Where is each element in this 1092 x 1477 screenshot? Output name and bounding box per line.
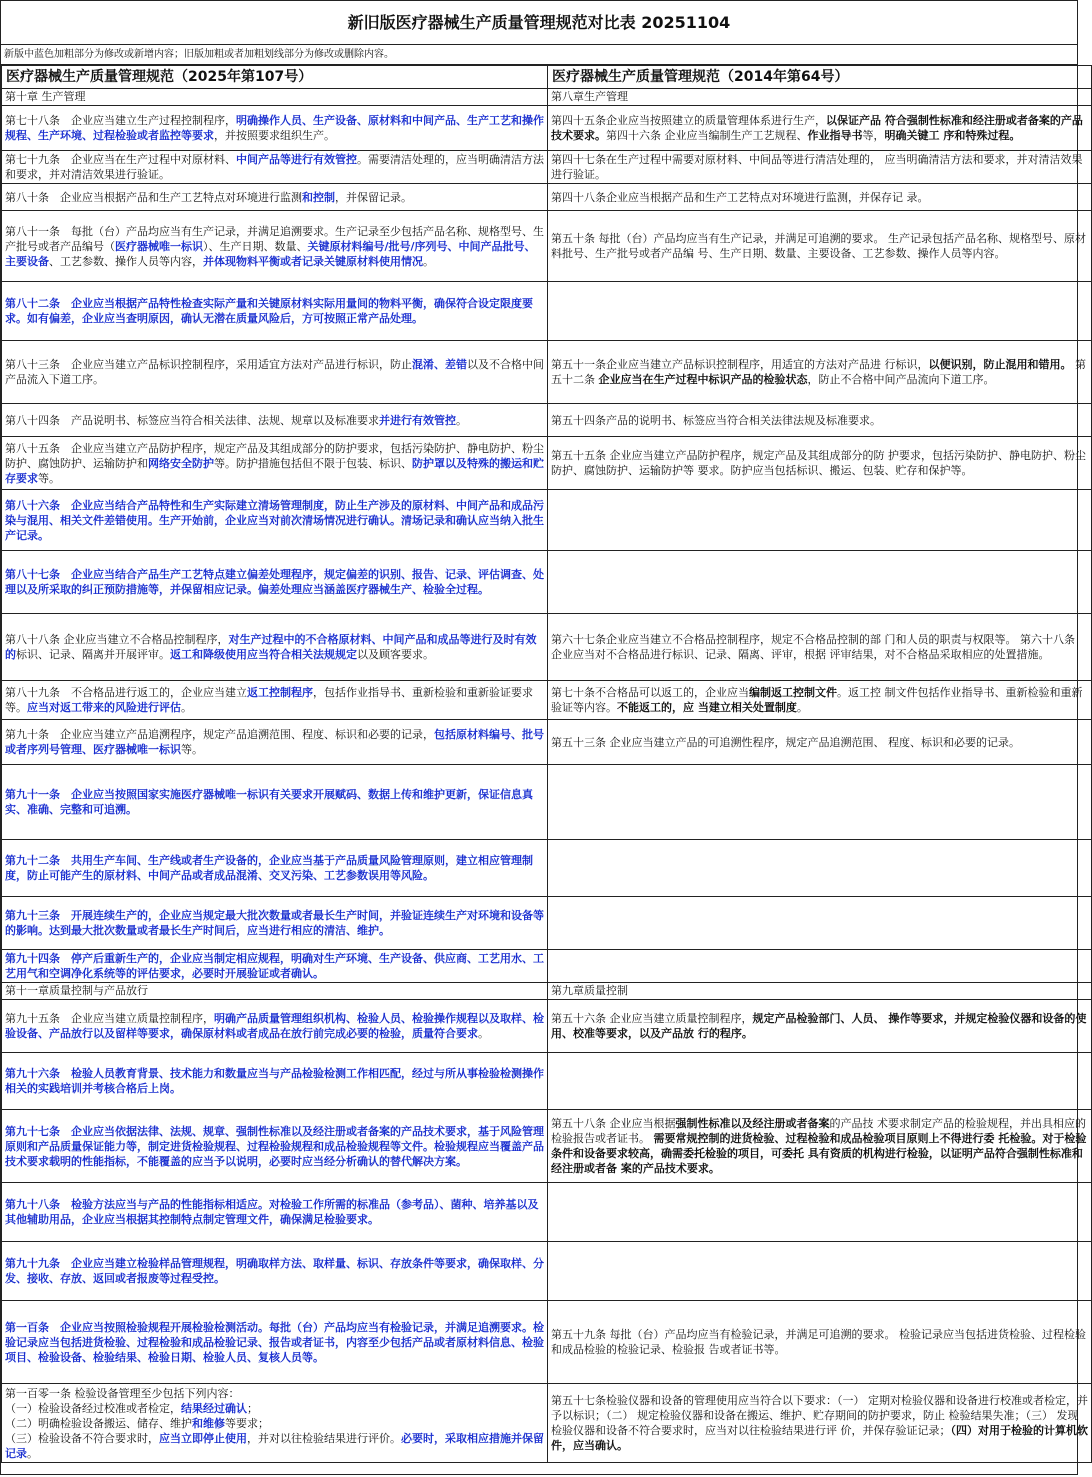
clause-text: 。 xyxy=(796,701,808,714)
new-clause-cell xyxy=(2,1301,548,1384)
revised-text: 返工控制程序 xyxy=(247,686,313,699)
old-clause-cell xyxy=(548,983,1092,1000)
changed-old-text: 作业指导书 xyxy=(807,129,863,142)
new-clause-cell xyxy=(2,720,548,765)
old-clause-cell xyxy=(548,437,1092,490)
revised-text: 第九十九条 企业应当建立检验样品管理规程，明确取样方法、取样量、标识、存放条件等要求，确保取样、分发、接收、存放、返回或者报废等过程受控。 xyxy=(5,1257,544,1285)
clause-text: 第四十八条企业应当根据产品和生产工艺特点对环境进行监测，并保存记 录。 xyxy=(551,190,929,204)
clause-text: 的产品技 术要求制定产品的检验规程，并出具相应的检验报告或者证书。 xyxy=(551,1117,1086,1145)
table-header-row xyxy=(2,66,1092,89)
clause-text: 。 xyxy=(478,1027,489,1040)
changed-old-text: 不能返工的，应 当建立相关处置制度 xyxy=(617,701,797,714)
revised-text: 对生产过程中的不合格原材料、中间产品和成品等进行及时有效的 xyxy=(5,633,537,661)
old-clause-cell xyxy=(548,720,1092,765)
new-clause-cell xyxy=(2,1384,548,1463)
new-clause-cell xyxy=(2,950,548,983)
old-clause-cell xyxy=(548,840,1092,897)
clause-row xyxy=(2,681,1092,720)
clause-row xyxy=(2,211,1092,282)
clause-text: 等要求； xyxy=(225,1416,269,1430)
new-clause-cell xyxy=(2,983,548,1000)
clause-text: 第九章质量控制 xyxy=(551,984,628,997)
clause-text: 。 xyxy=(181,701,192,714)
clause-row xyxy=(2,720,1092,765)
revised-text: 第九十三条 开展连续生产的，企业应当规定最大批次数量或者最长生产时间，并验证连续生产对环境和设备等的影响。达到最大批次数量或者最长生产时间后，应当进行相应的清洁、维护。 xyxy=(5,909,544,937)
new-clause-cell xyxy=(2,614,548,681)
clause-text: 。 xyxy=(456,413,467,427)
new-clause-cell xyxy=(2,282,548,341)
old-clause-cell xyxy=(548,211,1092,282)
clause-row xyxy=(2,1242,1092,1301)
clause-text: ，防止不合格中间产品流向下道工序。 xyxy=(807,373,995,386)
new-clause-cell xyxy=(2,897,548,950)
revised-text: 应当立即停止使用 xyxy=(159,1431,247,1445)
changed-old-text: （四）对用于检验的计算机软件，应当确认。 xyxy=(551,1424,1088,1452)
chapter-row xyxy=(2,983,1092,1000)
new-clause-cell xyxy=(2,1053,548,1110)
old-clause-cell xyxy=(548,89,1092,106)
new-clause-cell xyxy=(2,341,548,404)
new-clause-cell xyxy=(2,151,548,184)
clause-text: 第五十四条产品的说明书、标签应当符合相关法律法规及标准要求。 xyxy=(551,413,881,427)
old-clause-cell xyxy=(548,341,1092,404)
revised-text: 第八十七条 企业应当结合产品生产工艺特点建立偏差处理程序，规定偏差的识别、报告、记录、评估调查、处理以及所采取的纠正预防措施等，并保留相应记录。偏差处理应当涵盖医疗器械生产、检验全过程。 xyxy=(5,568,544,596)
clause-text: （二）明确检验设备搬运、储存、维护 xyxy=(5,1416,192,1430)
clause-row xyxy=(2,765,1092,840)
clause-text: 第五十七条检验仪器和设备的管理使用应当符合以下要求：（一） 定期对检验仪器和设备进行校准或者检定，并予以标识；（二） 规定检验仪器和设备在搬运、维护、贮存期间的防护要求，防止 检验结果失准；（三） 发现检验仪器和设备不符合要求时，应当对以往检验结果进行评 价，并保存验证记录； xyxy=(551,1394,1088,1437)
clause-text: 第五十五条 企业应当建立产品防护程序，规定产品及其组成部分的防 护要求，包括污染防护、静电防护、粉尘防护、腐蚀防护、运输防护等 要求。防护应当包括标识、搬运、包装、贮存和保护等。 xyxy=(551,449,1086,477)
revised-text: 应当对返工带来的风险进行评估 xyxy=(27,701,181,714)
old-clause-cell xyxy=(548,184,1092,211)
clause-row xyxy=(2,897,1092,950)
clause-row xyxy=(2,551,1092,614)
old-clause-cell xyxy=(548,1242,1092,1301)
clause-text: 第七十九条 企业应当在生产过程中对原材料、 xyxy=(5,153,236,166)
revised-text: 第八十二条 企业应当根据产品特性检查实际产量和关键原材料实际用量间的物料平衡，确保符合设定限度要求。如有偏差，企业应当查明原因，确认无潜在质量风险后，方可按照正常产品处理。 xyxy=(5,297,533,325)
clause-text: 第十一章质量控制与产品放行 xyxy=(5,984,148,997)
clause-text: 第六十七条企业应当建立不合格品控制程序，规定不合格品控制的部 门和人员的职责与权限等。 第六十八条 企业应当对不合格品进行标识、记录、隔离、评审，根据 评审结果，对不合格品采取相应的处置措施。 xyxy=(551,633,1075,661)
clause-row xyxy=(2,184,1092,211)
new-clause-cell xyxy=(2,681,548,720)
old-clause-cell xyxy=(548,897,1092,950)
clause-text: 第九十五条 企业应当建立质量控制程序， xyxy=(5,1012,214,1025)
clause-text: （一）检验设备经过校准或者检定， xyxy=(5,1401,181,1415)
clause-text: 第八十八条 企业应当建立不合格品控制程序， xyxy=(5,633,229,646)
new-clause-cell xyxy=(2,840,548,897)
revised-text: 返工和降级使用应当符合相关法规规定 xyxy=(170,648,357,661)
revised-text: 医疗器械唯一标识 xyxy=(115,239,203,253)
clause-text: 第八十四条 产品说明书、标签应当符合相关法律、法规、规章以及标准要求 xyxy=(5,413,379,427)
clause-text: 第一百零一条 检验设备管理至少包括下列内容： xyxy=(5,1386,240,1400)
changed-old-text: 需要常规控制的进货检验、过程检验和成品检验项目原则上不得进行委 托检验。对于检验条件和设备要求较高，确需委托检验的项目，可委托 具有资质的机构进行检验，以证明产品符合强制性标准和经注册或者备 案的产品技术要求。 xyxy=(551,1132,1087,1175)
clause-text: 第八十五条 企业应当建立产品防护程序，规定产品及其组成部分的防护要求，包括污染防护、静电防护、粉尘防护、腐蚀防护、运输防护和 xyxy=(5,441,544,470)
clause-text: 第十章 生产管理 xyxy=(5,90,86,103)
clause-text: 标识、记录、隔离并开展评审。 xyxy=(16,648,170,661)
clause-text: 第七十条不合格品可以返工的，企业应当 xyxy=(551,686,749,699)
new-clause-cell xyxy=(2,404,548,437)
old-clause-cell xyxy=(548,1183,1092,1242)
old-clause-cell xyxy=(548,1110,1092,1183)
clause-text: 第四十七条在生产过程中需要对原材料、中间品等进行清洁处理的， 应当明确清洁方法和要求，并对清洁效果进行验证。 xyxy=(551,153,1083,181)
revised-text: 防护罩以及特殊的搬运和贮存要求 xyxy=(5,456,544,485)
clause-text: ，包括作业指导书、重新检验和重新验证要求等。 xyxy=(5,686,533,714)
clause-text: 。需要清洁处理的，应当明确清洁方法和要求，并对清洁效果进行验证。 xyxy=(5,153,544,181)
clause-row xyxy=(2,151,1092,184)
old-clause-cell xyxy=(548,1301,1092,1384)
old-clause-cell xyxy=(548,551,1092,614)
new-clause-cell xyxy=(2,490,548,551)
clause-row xyxy=(2,1110,1092,1183)
clause-row xyxy=(2,1183,1092,1242)
clause-text: 等。 xyxy=(38,471,60,485)
revised-text: 和控制 xyxy=(302,190,335,204)
clause-text: 。返工控 制文件包括作业指导书、重新检验和重新验证等内容。 xyxy=(551,686,1083,714)
clause-text: 、工艺参数、操作人员等内容， xyxy=(49,254,203,268)
new-clause-cell xyxy=(2,437,548,490)
legend-note: 新版中蓝色加粗部分为修改或新增内容；旧版加粗或者加粗划线部分为修改或删除内容。 xyxy=(1,45,1077,65)
old-clause-cell xyxy=(548,282,1092,341)
chapter-row xyxy=(2,89,1092,106)
new-clause-cell xyxy=(2,1242,548,1301)
revised-text: 必要时，采取相应措施并保留记录 xyxy=(5,1431,544,1460)
clause-row xyxy=(2,1000,1092,1053)
revised-text: 并进行有效管控 xyxy=(379,413,456,427)
revised-text: 明确产品质量管理组织机构、检验人员、检验操作规程以及取样、检验设备、产品放行以及留样等要求，确保原材料或者成品在放行前完成必要的检验，质量符合要求 xyxy=(5,1012,544,1040)
clause-text: 第五十八条 企业应当根据 xyxy=(551,1117,676,1130)
old-clause-cell xyxy=(548,106,1092,151)
changed-old-text: 以便识别，防止混用和错用。 xyxy=(928,358,1072,371)
changed-old-text: 以保证产品 符合强制性标准和经注册或者备案的产品技术要求。 xyxy=(551,114,1083,142)
clause-text: 等。防护措施包括但不限于包装、标识、 xyxy=(214,456,412,470)
clause-text: 等。 xyxy=(181,743,203,756)
new-clause-cell xyxy=(2,106,548,151)
clause-row xyxy=(2,950,1092,983)
clause-text: 第八十三条 企业应当建立产品标识控制程序，采用适宜方法对产品进行标识，防止 xyxy=(5,358,412,371)
clause-text: 第四十五条企业应当按照建立的质量管理体系进行生产， xyxy=(551,114,826,127)
revised-text: 混淆、差错 xyxy=(412,358,467,371)
old-clause-cell xyxy=(548,614,1092,681)
revised-text: 并体现物料平衡或者记录关键原材料使用情况 xyxy=(203,254,423,268)
revised-text: 中间产品等进行有效管控 xyxy=(236,153,357,166)
comparison-table xyxy=(1,65,1092,1463)
new-clause-cell xyxy=(2,1183,548,1242)
old-clause-cell xyxy=(548,1000,1092,1053)
clause-row xyxy=(2,840,1092,897)
clause-text: ，并对以往检验结果进行评价。 xyxy=(247,1431,401,1445)
clause-text: 以及顾客要求。 xyxy=(357,648,434,661)
clause-text: 第四十六条 企业应当编制生产工艺规程、 xyxy=(606,129,808,142)
clause-row xyxy=(2,1301,1092,1384)
clause-text: 第五十二条 xyxy=(551,358,1086,386)
clause-text: 等， xyxy=(862,129,885,142)
revised-text: 第九十六条 检验人员教育背景、技术能力和数量应当与产品检验检测工作相匹配，经过与所从事检验检测操作相关的实践培训并考核合格后上岗。 xyxy=(5,1067,544,1095)
changed-old-text: 明确关键工 序和特殊过程。 xyxy=(884,129,1021,142)
clause-text: 第八十条 企业应当根据产品和生产工艺特点对环境进行监测 xyxy=(5,190,302,204)
clause-text: ，并保留记录。 xyxy=(335,190,412,204)
new-clause-cell xyxy=(2,1110,548,1183)
revised-text: 包括原材料编号、批号或者序列号管理、医疗器械唯一标识 xyxy=(5,728,544,756)
old-clause-cell xyxy=(548,490,1092,551)
old-clause-cell xyxy=(548,404,1092,437)
old-clause-cell xyxy=(548,950,1092,983)
clause-text: 第七十八条 企业应当建立生产过程控制程序， xyxy=(5,114,236,127)
clause-text: ，并按照要求组织生产。 xyxy=(214,129,335,142)
clause-text: ）、生产日期、数量、 xyxy=(203,239,308,253)
clause-text: 第八十九条 不合格品进行返工的，企业应当建立 xyxy=(5,686,247,699)
revised-text: 关键原材料编号/批号/序列号、中间产品批号、主要设备 xyxy=(5,239,536,268)
clause-text: 以及不合格中间产品流入下道工序。 xyxy=(5,358,544,386)
clause-row xyxy=(2,282,1092,341)
revised-text: 第九十二条 共用生产车间、生产线或者生产设备的，企业应当基于产品质量风险管理原则，建立相应管理制度，防止可能产生的原材料、中间产品或者成品混淆、交叉污染、工艺参数误用等风险。 xyxy=(5,854,533,882)
revised-text: 结果经过确认 xyxy=(181,1401,247,1415)
clause-row xyxy=(2,106,1092,151)
clause-row xyxy=(2,1384,1092,1463)
clause-text: 第八章生产管理 xyxy=(551,90,628,103)
new-clause-cell xyxy=(2,551,548,614)
old-clause-cell xyxy=(548,151,1092,184)
revised-text: 和维修 xyxy=(192,1416,225,1430)
clause-text: 。 xyxy=(27,1446,38,1460)
clause-text: （三）检验设备不符合要求时， xyxy=(5,1431,159,1445)
changed-old-text: 强制性标准以及经注册或者备案 xyxy=(675,1117,830,1130)
revised-text: 第九十八条 检验方法应当与产品的性能指标相适应。对检验工作所需的标准品（参考品）、菌种、培养基以及其他辅助用品，企业应当根据其控制特点制定管理文件，确保满足检验要求。 xyxy=(5,1198,539,1226)
clause-row xyxy=(2,614,1092,681)
new-clause-cell xyxy=(2,765,548,840)
changed-old-text: 编制返工控制文件 xyxy=(749,686,837,699)
changed-old-text: 规定产品检验部门、人员、 操作等要求，并规定检验仪器和设备的使用、校准等要求，以及产品放 行的程序。 xyxy=(551,1012,1087,1040)
revised-text: 第九十七条 企业应当依据法律、法规、规章、强制性标准以及经注册或者备案的产品技术要求，基于风险管理原则和产品质量保证能力等，制定进货检验规程、过程检验规程和成品检验规程等文件。检验规程应当覆盖产品技术要求载明的性能指标，不能覆盖的应当予以说明，必要时应当经分析确认的替代解决方案。 xyxy=(5,1124,544,1168)
clause-text: 。 xyxy=(423,254,434,268)
new-clause-cell xyxy=(2,211,548,282)
clause-text: 第五十六条 企业应当建立质量控制程序， xyxy=(551,1012,753,1025)
revised-text: 第八十六条 企业应当结合产品特性和生产实际建立清场管理制度，防止生产涉及的原材料、中间产品和成品污染与混用、相关文件差错使用。生产开始前，企业应当对前次清场情况进行确认。清场记录和确认应当纳入批生产记录。 xyxy=(5,498,544,542)
clause-text: 第五十条 每批（台）产品均应当有生产记录，并满足可追溯的要求。 生产记录包括产品名称、规格型号、原材料批号、生产批号或者产品编 号、生产日期、数量、主要设备、工艺参数、操作人员等内容。 xyxy=(551,232,1086,260)
new-clause-cell xyxy=(2,184,548,211)
clause-text: 第五十九条 每批（台）产品均应当有检验记录，并满足可追溯的要求。 检验记录应当包括进货检验、过程检验和成品检验的检验记录、检验报 告或者证书等。 xyxy=(551,1328,1086,1356)
revised-text: 网络安全防护 xyxy=(148,456,214,470)
old-clause-cell xyxy=(548,681,1092,720)
clause-text: 第九十条 企业应当建立产品追溯程序，规定产品追溯范围、程度、标识和必要的记录， xyxy=(5,728,434,741)
new-clause-cell xyxy=(2,1000,548,1053)
old-clause-cell xyxy=(548,765,1092,840)
clause-row xyxy=(2,404,1092,437)
revised-text: 第一百条 企业应当按照检验规程开展检验检测活动。每批（台）产品均应当有检验记录，并满足追溯要求。检验记录应当包括进货检验、过程检验和成品检验记录、报告或者证书，内容至少包括产品或者原材料信息、检验项目、检验设备、检验结果、检验日期、检验人员、复核人员等。 xyxy=(5,1320,544,1364)
revised-text: 第九十四条 停产后重新生产的，企业应当制定相应规程，明确对生产环境、生产设备、供应商、工艺用水、工艺用气和空调净化系统等的评估要求，必要时开展验证或者确认。 xyxy=(5,952,544,980)
clause-text: 第八十一条 每批（台）产品均应当有生产记录，并满足追溯要求。生产记录至少包括产品名称、规格型号、生产批号或者产品编号（ xyxy=(5,224,544,253)
changed-old-text: 企业应当在生产过程中标识产品的检验状态 xyxy=(598,373,808,386)
clause-text: ； xyxy=(247,1401,258,1415)
revised-text: 第九十一条 企业应当按照国家实施医疗器械唯一标识有关要求开展赋码、数据上传和维护更新，保证信息真实、准确、完整和可追溯。 xyxy=(5,788,533,816)
clause-row xyxy=(2,490,1092,551)
clause-text: 第五十一条企业应当建立产品标识控制程序，用适宜的方法对产品进 行标识， xyxy=(551,358,929,371)
document-title: 新旧版医疗器械生产质量管理规范对比表 20251104 xyxy=(1,1,1077,45)
clause-row xyxy=(2,437,1092,490)
clause-row xyxy=(2,1053,1092,1110)
revised-text: 明确操作人员、生产设备、原材料和中间产品、生产工艺和操作规程、生产环境、过程检验或者监控等要求 xyxy=(5,114,544,142)
old-clause-cell xyxy=(548,1384,1092,1463)
header-new-version: 医疗器械生产质量管理规范（2025年第107号） xyxy=(2,66,548,89)
new-clause-cell xyxy=(2,89,548,106)
clause-text: 第五十三条 企业应当建立产品的可追溯性程序，规定产品追溯范围、 程度、标识和必要的记录。 xyxy=(551,735,1020,749)
header-old-version: 医疗器械生产质量管理规范（2014年第64号） xyxy=(548,66,1092,89)
clause-row xyxy=(2,341,1092,404)
old-clause-cell xyxy=(548,1053,1092,1110)
